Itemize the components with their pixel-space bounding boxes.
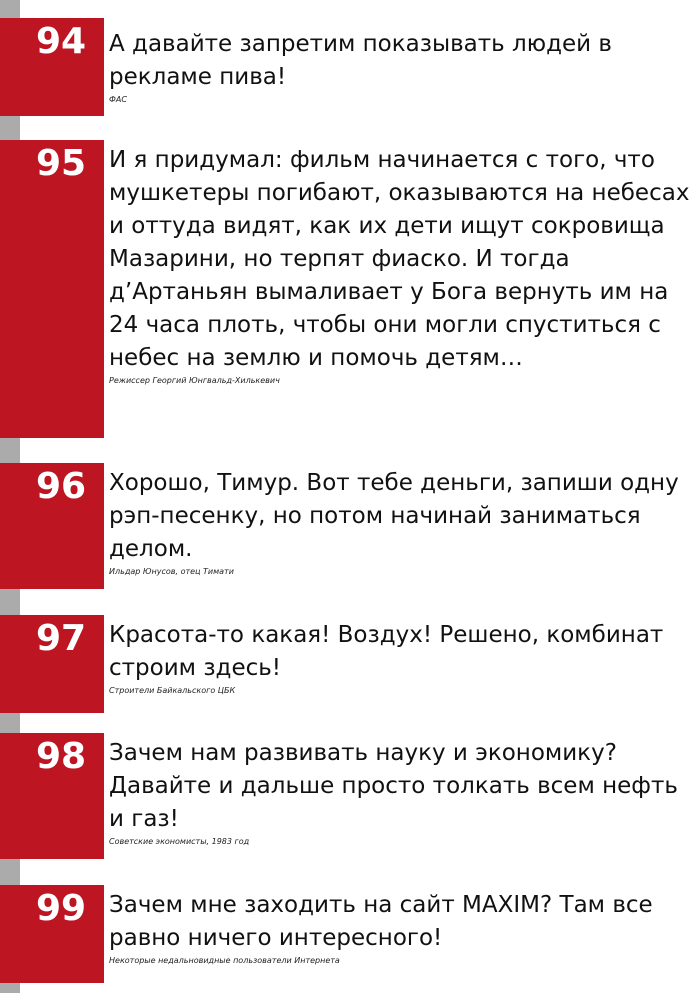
quote-body: Зачем нам развивать науку и экономику? Давайте и дальше просто толкать всем нефть и газ! <box>109 740 678 832</box>
quote-number: 95 <box>36 143 87 184</box>
quote-94 <box>0 18 700 118</box>
quote-98 <box>0 733 700 863</box>
number-block <box>0 615 104 713</box>
quote-text <box>109 619 695 698</box>
quote-99 <box>0 885 700 985</box>
quote-author: Советские экономисты, 1983 год <box>109 837 250 846</box>
quote-body: Хорошо, Тимур. Вот тебе деньги, запиши одну рэп-песенку, но потом начинай заниматься делом. <box>109 470 679 562</box>
quote-number: 96 <box>36 466 87 507</box>
quote-text <box>109 737 695 849</box>
quote-author: Ильдар Юнусов, отец Тимати <box>109 567 234 576</box>
quote-body: А давайте запретим показывать людей в рекламе пива! <box>109 31 612 90</box>
number-block <box>0 885 104 983</box>
quote-96 <box>0 463 700 593</box>
quote-text <box>109 144 695 388</box>
quote-author: Некоторые недальновидные пользователи Интернета <box>109 956 340 965</box>
quote-author: ФАС <box>109 95 127 104</box>
quote-author: Режиссер Георгий Юнгвальд-Хилькевич <box>109 376 280 385</box>
quote-number: 99 <box>36 888 87 929</box>
quote-text <box>109 467 695 579</box>
quote-number: 97 <box>36 618 87 659</box>
quote-body: Зачем мне заходить на сайт MAXIM? Там все равно ничего интересного! <box>109 892 653 951</box>
quote-95 <box>0 140 700 440</box>
quote-number: 94 <box>36 21 87 62</box>
quote-number: 98 <box>36 736 87 777</box>
quote-text <box>109 889 695 968</box>
quote-author: Строители Байкальского ЦБК <box>109 686 236 695</box>
quote-body: И я придумал: фильм начинается с того, что мушкетеры погибают, оказываются на небесах и оттуда видят, как их дети ищут сокровища Мазарини, но терпят фиаско. И тогда д’Артаньян вымаливает у Бога вернуть им на 24 часа плоть, чтобы они могли спуститься с небес на землю и помочь детям… <box>109 147 690 371</box>
quote-body: Красота-то какая! Воздух! Решено, комбинат строим здесь! <box>109 622 664 681</box>
quote-97 <box>0 615 700 715</box>
number-block <box>0 140 104 438</box>
number-block <box>0 463 104 589</box>
number-block <box>0 18 104 116</box>
number-block <box>0 733 104 859</box>
quote-text <box>109 28 695 107</box>
